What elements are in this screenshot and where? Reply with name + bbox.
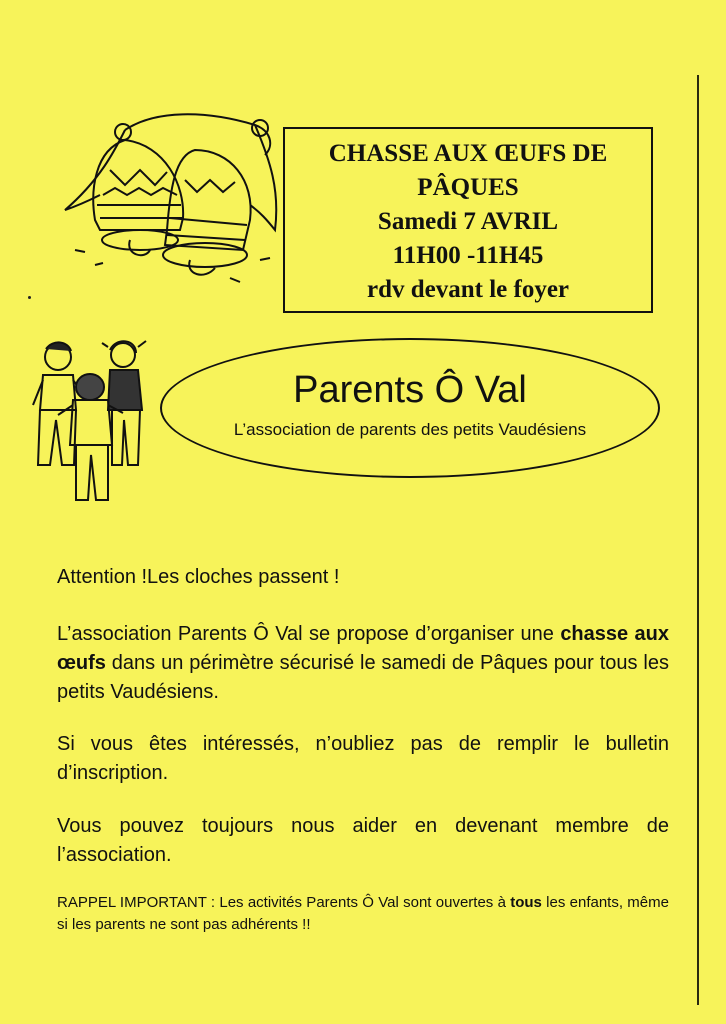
important-reminder	[57, 892, 669, 936]
attention-text: Attention !Les cloches passent !	[57, 566, 340, 588]
event-title-line2: PÂQUES	[417, 174, 519, 201]
para1-after: dans un périmètre sécurisé le samedi de Pâques pour tous les petits Vaudésiens.	[57, 652, 669, 703]
event-date: Samedi 7 AVRIL	[377, 208, 559, 235]
attention-line	[57, 563, 669, 592]
event-meeting-point: rdv devant le foyer	[366, 276, 570, 303]
reminder-text-after: les enfants, même si les parents ne sont pas adhérents !!	[57, 894, 669, 933]
page-edge-rule	[697, 75, 699, 1005]
easter-bells-icon	[55, 100, 285, 300]
reminder-label: RAPPEL IMPORTANT	[57, 894, 207, 911]
children-illustration-icon	[28, 335, 158, 515]
paragraph-membership-text: Vous pouvez toujours nous aider en devenant membre de l’association.	[57, 815, 669, 866]
paragraph-organize	[57, 620, 669, 707]
organization-tagline: L’association de parents des petits Vaudésiens	[233, 420, 587, 439]
paragraph-membership	[57, 812, 669, 870]
para1-before: L’association Parents Ô Val se propose d’organiser une	[57, 623, 561, 645]
organization-name: Parents Ô Val	[293, 369, 527, 411]
event-details-box	[283, 127, 653, 313]
stray-dot	[28, 296, 31, 299]
paragraph-organize-text	[57, 620, 669, 707]
event-title-line1: CHASSE AUX ŒUFS DE	[328, 140, 608, 167]
event-time: 11H00 -11H45	[392, 242, 544, 269]
paragraph-register	[57, 730, 669, 788]
para1-bold: chasse aux œufs	[57, 623, 670, 674]
reminder-text-before: : Les activités Parents Ô Val sont ouvertes à	[206, 894, 511, 911]
reminder-bold-word: tous	[510, 894, 542, 911]
paragraph-register-text: Si vous êtes intéressés, n’oubliez pas de remplir le bulletin d’inscription.	[57, 733, 669, 784]
